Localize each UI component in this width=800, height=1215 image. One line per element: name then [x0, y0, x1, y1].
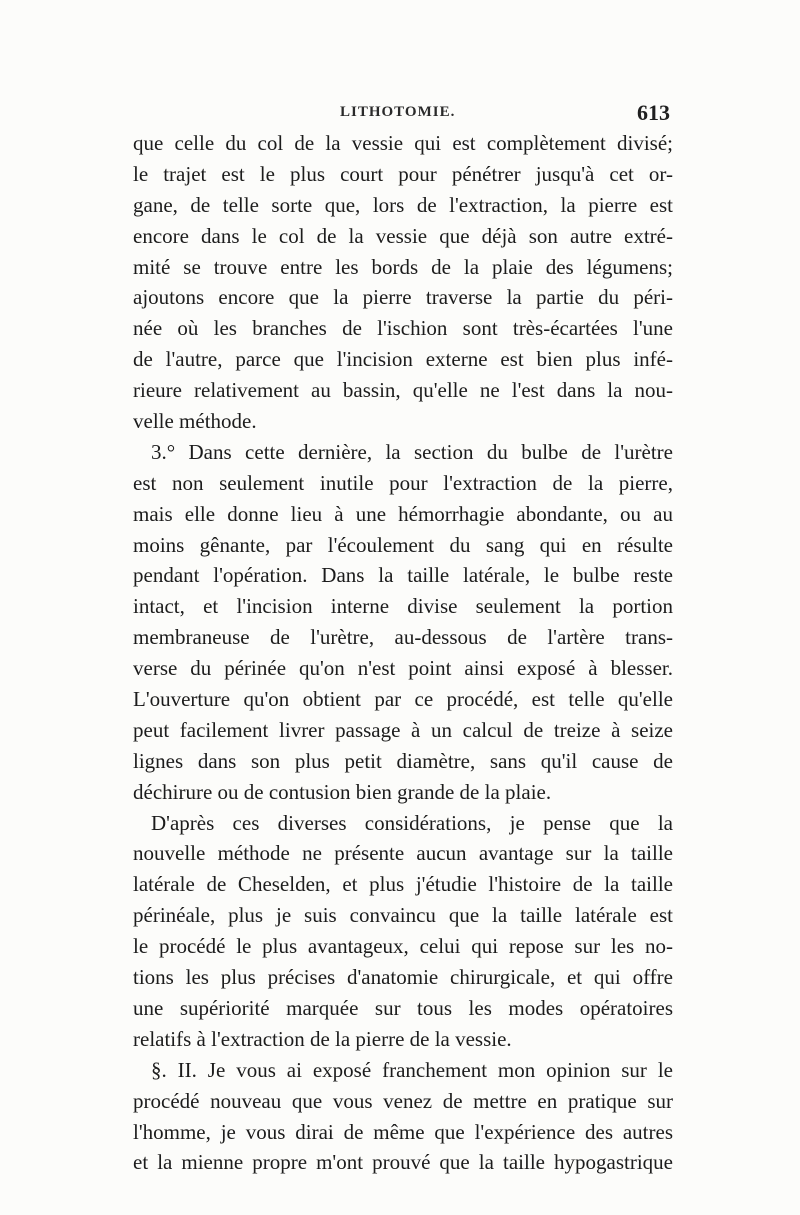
- text-line: ajoutons encore que la pierre traverse la partie du péri-: [133, 285, 673, 310]
- text-line: mité se trouve entre les bords de la plaie des légumens;: [133, 254, 673, 279]
- text-line: peut facilement livrer passage à un calcul de treize à seize: [133, 717, 673, 742]
- body-text: [133, 128, 673, 1178]
- text-line: est non seulement inutile pour l'extraction de la pierre,: [133, 470, 673, 495]
- text-line: L'ouverture qu'on obtient par ce procédé, est telle qu'elle: [133, 687, 673, 712]
- text-line: l'homme, je vous dirai de même que l'expérience des autres: [133, 1119, 673, 1144]
- text-line: latérale de Cheselden, et plus j'étudie l'histoire de la taille: [133, 872, 673, 897]
- text-line: pendant l'opération. Dans la taille latérale, le bulbe reste: [133, 563, 673, 588]
- text-line: encore dans le col de la vessie que déjà son autre extré-: [133, 223, 673, 248]
- text-line: procédé nouveau que vous venez de mettre en pratique sur: [133, 1088, 673, 1113]
- text-line: de l'autre, parce que l'incision externe est bien plus infé-: [133, 347, 673, 372]
- text-line: tions les plus précises d'anatomie chirurgicale, et qui offre: [133, 965, 673, 990]
- text-line: D'après ces diverses considérations, je pense que la: [151, 810, 673, 835]
- text-line: rieure relativement au bassin, qu'elle ne l'est dans la nou-: [133, 378, 673, 403]
- text-line: lignes dans son plus petit diamètre, sans qu'il cause de: [133, 748, 673, 773]
- text-line: gane, de telle sorte que, lors de l'extraction, la pierre est: [133, 192, 673, 217]
- text-line: périnéale, plus je suis convaincu que la taille latérale est: [133, 903, 673, 928]
- text-line: le procédé le plus avantageux, celui qui repose sur les no-: [133, 934, 673, 959]
- text-line: membraneuse de l'urètre, au-dessous de l'artère trans-: [133, 625, 673, 650]
- text-line: relatifs à l'extraction de la pierre de la vessie.: [133, 1026, 512, 1051]
- text-line: velle méthode.: [133, 409, 257, 434]
- text-line: §. II. Je vous ai exposé franchement mon opinion sur le: [151, 1057, 673, 1082]
- text-line: le trajet est le plus court pour pénétrer jusqu'à cet or-: [133, 161, 673, 186]
- text-line: que celle du col de la vessie qui est complètement divisé;: [133, 131, 673, 155]
- running-title: LITHOTOMIE.: [340, 104, 456, 120]
- text-line: une supériorité marquée sur tous les modes opératoires: [133, 995, 673, 1020]
- text-line: mais elle donne lieu à une hémorrhagie abondante, ou au: [133, 501, 673, 526]
- text-line: 3.° Dans cette dernière, la section du bulbe de l'urètre: [151, 439, 673, 464]
- text-line: moins gênante, par l'écoulement du sang qui en résulte: [133, 532, 673, 557]
- page-number: 613: [637, 100, 670, 125]
- text-line: nouvelle méthode ne présente aucun avantage sur la taille: [133, 841, 673, 866]
- text-line: née où les branches de l'ischion sont très-écartées l'une: [133, 316, 673, 341]
- page-header: [150, 100, 670, 130]
- text-line: intact, et l'incision interne divise seulement la portion: [133, 594, 673, 619]
- text-line: déchirure ou de contusion bien grande de la plaie.: [133, 779, 552, 804]
- text-line: et la mienne propre m'ont prouvé que la taille hypogastrique: [133, 1150, 673, 1175]
- text-line: verse du périnée qu'on n'est point ainsi exposé à blesser.: [133, 656, 673, 681]
